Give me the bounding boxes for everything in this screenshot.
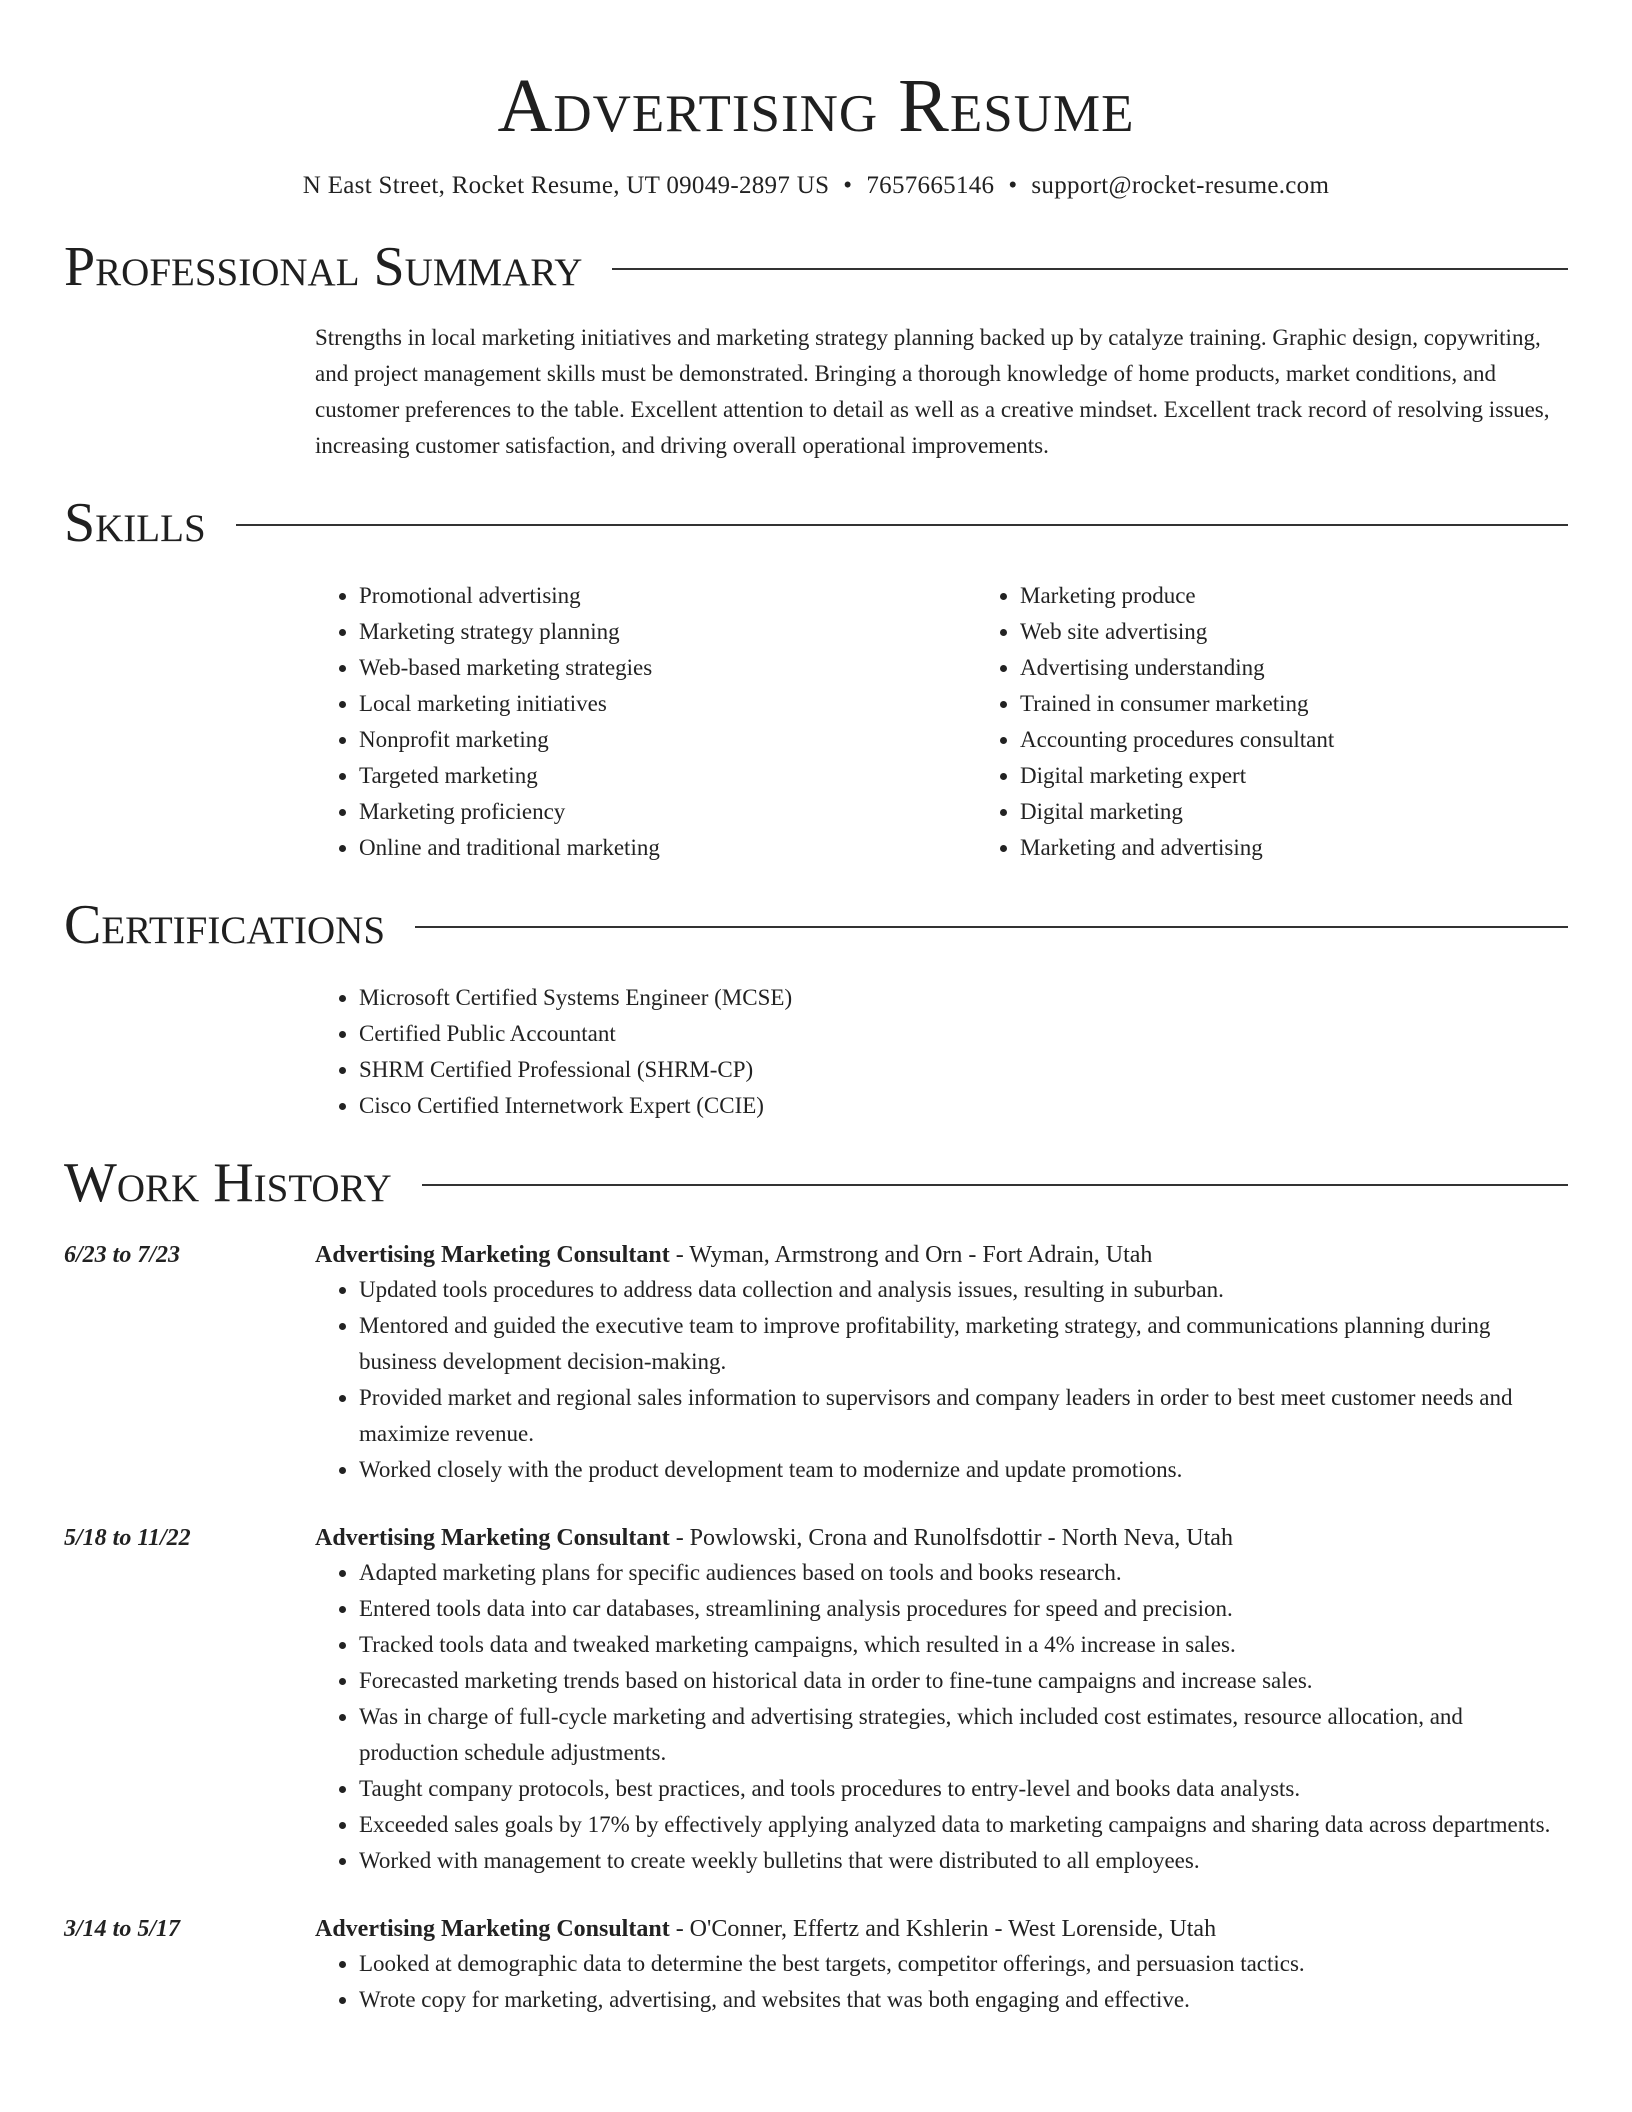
list-item: • Trained in consumer marketing xyxy=(1020,686,1632,722)
job-heading xyxy=(315,1912,1568,1946)
skills-section-header xyxy=(64,492,1568,554)
job-role: Advertising Marketing Consultant xyxy=(315,1525,670,1551)
job-details xyxy=(315,1521,1568,1879)
job-company-location: - O'Conner, Effertz and Kshlerin - West Lorenside, Utah xyxy=(669,1916,1217,1942)
list-item: • Microsoft Certified Systems Engineer (MCSE) xyxy=(359,980,1568,1016)
contact-line xyxy=(64,170,1568,202)
list-item: • Mentored and guided the executive team to improve profitability, marketing strategy, and communications planning during business development decision-making. xyxy=(359,1308,1568,1380)
list-item: • Tracked tools data and tweaked marketing campaigns, which resulted in a 4% increase in sales. xyxy=(359,1627,1568,1663)
list-item: • Marketing proficiency xyxy=(359,794,976,830)
job-company-location: - Wyman, Armstrong and Orn - Fort Adrain, Utah xyxy=(669,1242,1153,1268)
list-item: • Marketing and advertising xyxy=(1020,830,1632,866)
job-heading xyxy=(315,1521,1568,1555)
certifications-list xyxy=(315,980,1568,1124)
skills-heading: Skills xyxy=(64,492,206,554)
list-item: • Provided market and regional sales information to supervisors and company leaders in order to best meet customer needs and maximize revenue. xyxy=(359,1380,1568,1452)
job-heading xyxy=(315,1238,1568,1272)
list-item: • Worked closely with the product development team to modernize and update promotions. xyxy=(359,1452,1568,1488)
list-item: • Web site advertising xyxy=(1020,614,1632,650)
list-item: • SHRM Certified Professional (SHRM-CP) xyxy=(359,1052,1568,1088)
list-item: • Was in charge of full-cycle marketing and advertising strategies, which included cost estimates, resource allocation, and production schedule adjustments. xyxy=(359,1699,1568,1771)
work-history-list xyxy=(64,1238,1568,2018)
section-divider xyxy=(415,926,1568,928)
list-item: • Web-based marketing strategies xyxy=(359,650,976,686)
job-entry xyxy=(64,1912,1568,2018)
list-item: • Marketing produce xyxy=(1020,578,1632,614)
job-company-location: - Powlowski, Crona and Runolfsdottir - North Neva, Utah xyxy=(669,1525,1233,1551)
job-details xyxy=(315,1912,1568,2018)
summary-body xyxy=(315,320,1568,464)
certifications-body xyxy=(315,980,1568,1124)
skills-list-left xyxy=(315,578,976,866)
resume-page xyxy=(64,0,1568,2018)
job-bullet-list xyxy=(315,1555,1568,1879)
job-details xyxy=(315,1238,1568,1488)
section-divider xyxy=(422,1184,1568,1186)
list-item: • Exceeded sales goals by 17% by effectively applying analyzed data to marketing campaigns and sharing data across departments. xyxy=(359,1807,1568,1843)
summary-heading: Professional Summary xyxy=(64,236,583,298)
list-item: • Forecasted marketing trends based on historical data in order to fine-tune campaigns and increase sales. xyxy=(359,1663,1568,1699)
summary-section-header xyxy=(64,236,1568,298)
list-item: • Advertising understanding xyxy=(1020,650,1632,686)
contact-email: support@rocket-resume.com xyxy=(1031,172,1330,199)
resume-title: Advertising Resume xyxy=(497,64,1135,148)
contact-address: N East Street, Rocket Resume, UT 09049-2897 US xyxy=(302,172,830,199)
list-item: • Certified Public Accountant xyxy=(359,1016,1568,1052)
contact-phone: 7657665146 xyxy=(866,172,995,199)
list-item: • Taught company protocols, best practices, and tools procedures to entry-level and books data analysts. xyxy=(359,1771,1568,1807)
list-item: • Online and traditional marketing xyxy=(359,830,976,866)
summary-text: Strengths in local marketing initiatives and marketing strategy planning backed up by catalyze training. Graphic design, copywriting, and project management skills must be demonstrated. Bringing a thorough knowledge of home products, market conditions, and customer preferences to the table. Excellent attention to detail as well as a creative mindset. Excellent track record of resolving issues, increasing customer satisfaction, and driving overall operational improvements. xyxy=(315,325,1550,458)
contact-separator: • xyxy=(1008,172,1018,199)
section-divider xyxy=(612,268,1568,270)
list-item: • Entered tools data into car databases, streamlining analysis procedures for speed and precision. xyxy=(359,1591,1568,1627)
list-item: • Wrote copy for marketing, advertising, and websites that was both engaging and effective. xyxy=(359,1982,1568,2018)
job-dates: 3/14 to 5/17 xyxy=(64,1916,181,1942)
certifications-section-header xyxy=(64,894,1568,956)
list-item: • Marketing strategy planning xyxy=(359,614,976,650)
skills-list-right xyxy=(976,578,1632,866)
skills-grid xyxy=(315,578,1568,866)
list-item: • Accounting procedures consultant xyxy=(1020,722,1632,758)
job-dates: 6/23 to 7/23 xyxy=(64,1242,181,1268)
certifications-heading: Certifications xyxy=(64,894,386,956)
job-bullet-list xyxy=(315,1946,1568,2018)
job-entry xyxy=(64,1238,1568,1488)
contact-separator: • xyxy=(843,172,853,199)
list-item: • Targeted marketing xyxy=(359,758,976,794)
section-divider xyxy=(236,524,1568,526)
list-item: • Digital marketing xyxy=(1020,794,1632,830)
job-role: Advertising Marketing Consultant xyxy=(315,1242,670,1268)
list-item: • Local marketing initiatives xyxy=(359,686,976,722)
list-item: • Worked with management to create weekly bulletins that were distributed to all employees. xyxy=(359,1843,1568,1879)
list-item: • Nonprofit marketing xyxy=(359,722,976,758)
job-role: Advertising Marketing Consultant xyxy=(315,1916,670,1942)
list-item: • Digital marketing expert xyxy=(1020,758,1632,794)
job-bullet-list xyxy=(315,1272,1568,1488)
list-item: • Looked at demographic data to determine the best targets, competitor offerings, and persuasion tactics. xyxy=(359,1946,1568,1982)
list-item: • Cisco Certified Internetwork Expert (CCIE) xyxy=(359,1088,1568,1124)
work-section-header xyxy=(64,1152,1568,1214)
work-heading: Work History xyxy=(64,1152,392,1214)
list-item: • Updated tools procedures to address data collection and analysis issues, resulting in suburban. xyxy=(359,1272,1568,1308)
job-entry xyxy=(64,1521,1568,1879)
list-item: • Adapted marketing plans for specific audiences based on tools and books research. xyxy=(359,1555,1568,1591)
job-dates: 5/18 to 11/22 xyxy=(64,1525,191,1551)
list-item: • Promotional advertising xyxy=(359,578,976,614)
